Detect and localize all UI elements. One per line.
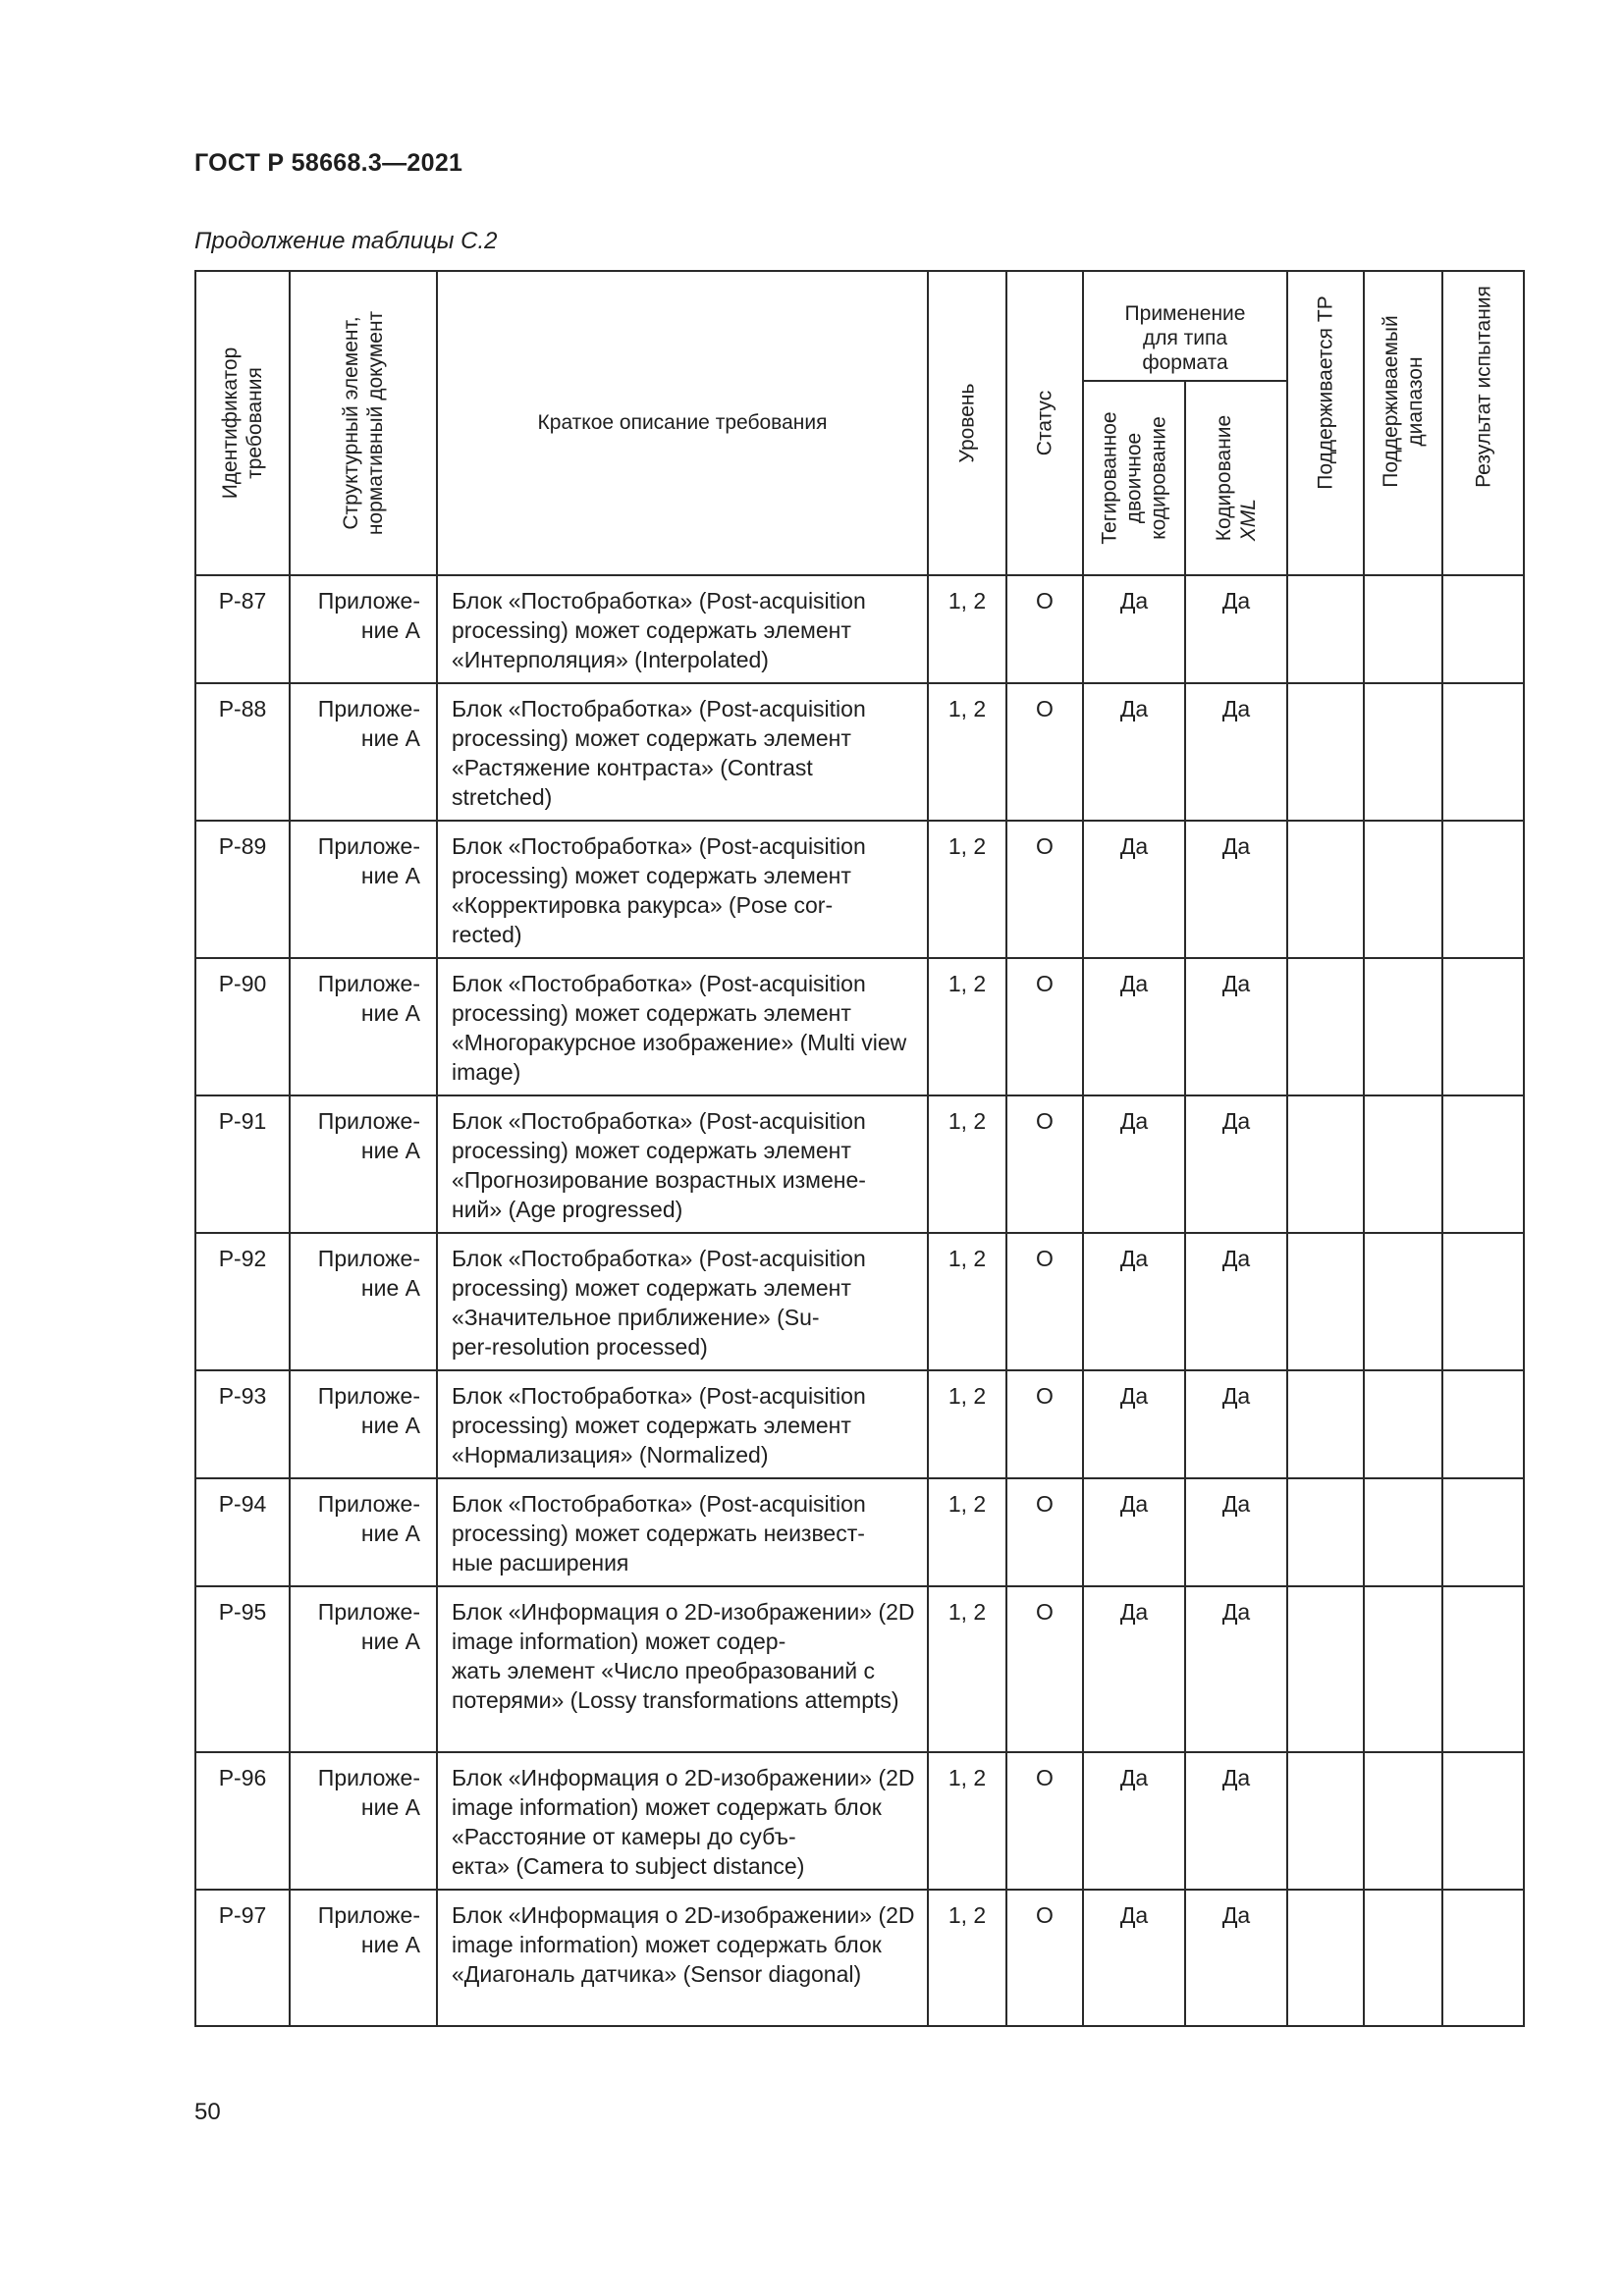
cell-level: 1, 2 (928, 1370, 1006, 1478)
header-xml (1185, 381, 1287, 575)
cell-range (1364, 683, 1442, 821)
header-id (195, 271, 290, 575)
cell-level: 1, 2 (928, 1586, 1006, 1752)
table-row (195, 958, 1524, 1095)
cell-id: P-93 (195, 1370, 290, 1478)
cell-id: P-91 (195, 1095, 290, 1233)
cell-xml: Да (1185, 1478, 1287, 1586)
header-application (1083, 271, 1287, 381)
cell-id: P-88 (195, 683, 290, 821)
cell-range (1364, 575, 1442, 683)
cell-supported (1287, 1586, 1364, 1752)
cell-level: 1, 2 (928, 1233, 1006, 1370)
cell-element: Приложе- ние А (290, 1890, 437, 2026)
cell-description: Блок «Постобработка» (Post-acquisition processing) может содержать элемент «Интерполяция» (Interpolated) (437, 575, 928, 683)
cell-range (1364, 1752, 1442, 1890)
cell-description: Блок «Постобработка» (Post-acquisition processing) может содержать элемент «Многоракурсное изображение» (Multi view image) (437, 958, 928, 1095)
header-supported (1287, 271, 1364, 575)
cell-range (1364, 1478, 1442, 1586)
cell-result (1442, 1095, 1524, 1233)
cell-supported (1287, 1233, 1364, 1370)
cell-result (1442, 1586, 1524, 1752)
cell-status: O (1006, 1370, 1083, 1478)
cell-xml: Да (1185, 1752, 1287, 1890)
header-binary-label: Тегированное двоичное кодирование (1098, 411, 1170, 545)
header-level-label: Уровень (955, 383, 979, 463)
table-body (195, 575, 1524, 2026)
header-description (437, 271, 928, 575)
cell-result (1442, 821, 1524, 958)
header-xml-label (1212, 415, 1261, 541)
table-row (195, 683, 1524, 821)
cell-level: 1, 2 (928, 1095, 1006, 1233)
cell-xml: Да (1185, 683, 1287, 821)
cell-status: O (1006, 821, 1083, 958)
cell-range (1364, 1586, 1442, 1752)
cell-status: O (1006, 1478, 1083, 1586)
cell-range (1364, 1890, 1442, 2026)
page-number: 50 (194, 2099, 221, 2125)
header-range (1364, 271, 1442, 575)
cell-result (1442, 575, 1524, 683)
cell-status: O (1006, 1095, 1083, 1233)
cell-xml: Да (1185, 1890, 1287, 2026)
cell-xml: Да (1185, 575, 1287, 683)
header-xml-prefix: Кодирование (1213, 414, 1235, 542)
cell-binary: Да (1083, 1233, 1185, 1370)
cell-range (1364, 1233, 1442, 1370)
cell-binary: Да (1083, 958, 1185, 1095)
cell-element: Приложе- ние А (290, 1370, 437, 1478)
cell-status: O (1006, 1890, 1083, 2026)
table-caption: Продолжение таблицы С.2 (194, 228, 498, 254)
cell-xml: Да (1185, 1095, 1287, 1233)
table-row (195, 821, 1524, 958)
cell-binary: Да (1083, 1095, 1185, 1233)
cell-element: Приложе- ние А (290, 1586, 437, 1752)
cell-supported (1287, 821, 1364, 958)
cell-description: Блок «Постобработка» (Post-acquisition processing) может содержать элемент «Корректировка ракурса» (Pose cor- rected) (437, 821, 928, 958)
cell-supported (1287, 1478, 1364, 1586)
table-row (195, 1095, 1524, 1233)
cell-supported (1287, 1095, 1364, 1233)
cell-result (1442, 1478, 1524, 1586)
cell-supported (1287, 575, 1364, 683)
cell-result (1442, 958, 1524, 1095)
document-code: ГОСТ Р 58668.3—2021 (194, 149, 463, 177)
cell-level: 1, 2 (928, 1752, 1006, 1890)
cell-element: Приложе- ние А (290, 821, 437, 958)
cell-binary: Да (1083, 1370, 1185, 1478)
header-id-label: Идентификатор требования (219, 347, 266, 500)
cell-description: Блок «Постобработка» (Post-acquisition processing) может содержать элемент «Растяжение контраста» (Contrast stretched) (437, 683, 928, 821)
cell-result (1442, 1890, 1524, 2026)
cell-id: P-95 (195, 1586, 290, 1752)
cell-result (1442, 683, 1524, 821)
cell-supported (1287, 683, 1364, 821)
cell-description: Блок «Информация о 2D-изображении» (2D image information) может содержать блок «Расстояние от камеры до субъ- екта» (Camera to subject distance) (437, 1752, 928, 1890)
header-result (1442, 271, 1524, 575)
cell-level: 1, 2 (928, 958, 1006, 1095)
cell-result (1442, 1233, 1524, 1370)
cell-xml: Да (1185, 1370, 1287, 1478)
cell-xml: Да (1185, 821, 1287, 958)
requirements-table (194, 270, 1525, 2027)
cell-range (1364, 1370, 1442, 1478)
cell-element: Приложе- ние А (290, 575, 437, 683)
cell-element: Приложе- ние А (290, 1233, 437, 1370)
cell-id: P-94 (195, 1478, 290, 1586)
header-xml-suffix: XML (1237, 499, 1260, 542)
cell-status: O (1006, 1586, 1083, 1752)
cell-status: O (1006, 575, 1083, 683)
cell-description: Блок «Постобработка» (Post-acquisition processing) может содержать элемент «Прогнозирование возрастных измене- ний» (Age progressed) (437, 1095, 928, 1233)
cell-xml: Да (1185, 958, 1287, 1095)
cell-xml: Да (1185, 1586, 1287, 1752)
cell-xml: Да (1185, 1233, 1287, 1370)
cell-range (1364, 821, 1442, 958)
cell-result (1442, 1752, 1524, 1890)
cell-level: 1, 2 (928, 683, 1006, 821)
cell-range (1364, 958, 1442, 1095)
cell-status: O (1006, 683, 1083, 821)
cell-description: Блок «Постобработка» (Post-acquisition processing) может содержать элемент «Значительное приближение» (Su- per-resolution processed) (437, 1233, 928, 1370)
cell-level: 1, 2 (928, 1890, 1006, 2026)
header-element (290, 271, 437, 575)
cell-binary: Да (1083, 1478, 1185, 1586)
cell-level: 1, 2 (928, 575, 1006, 683)
cell-result (1442, 1370, 1524, 1478)
cell-element: Приложе- ние А (290, 683, 437, 821)
cell-binary: Да (1083, 575, 1185, 683)
cell-status: O (1006, 1752, 1083, 1890)
cell-description: Блок «Постобработка» (Post-acquisition processing) может содержать элемент «Нормализация» (Normalized) (437, 1370, 928, 1478)
cell-supported (1287, 958, 1364, 1095)
cell-supported (1287, 1370, 1364, 1478)
table-row (195, 1890, 1524, 2026)
header-level (928, 271, 1006, 575)
header-application-label: Применение для типа формата (1124, 302, 1246, 374)
header-description-label: Краткое описание требования (537, 411, 828, 434)
cell-id: P-96 (195, 1752, 290, 1890)
cell-level: 1, 2 (928, 1478, 1006, 1586)
cell-description: Блок «Информация о 2D-изображении» (2D image information) может содержать блок «Диагональ датчика» (Sensor diagonal) (437, 1890, 928, 2026)
table-row (195, 1752, 1524, 1890)
header-element-label: Структурный элемент, нормативный документ (340, 310, 387, 536)
header-status-label: Статус (1033, 390, 1056, 456)
cell-binary: Да (1083, 1890, 1185, 2026)
header-status (1006, 271, 1083, 575)
cell-status: O (1006, 1233, 1083, 1370)
header-supported-label: Поддерживается ТР (1314, 295, 1337, 490)
cell-id: P-89 (195, 821, 290, 958)
cell-element: Приложе- ние А (290, 958, 437, 1095)
cell-supported (1287, 1752, 1364, 1890)
table-row (195, 1233, 1524, 1370)
cell-element: Приложе- ние А (290, 1095, 437, 1233)
header-result-label: Результат испытания (1472, 286, 1494, 488)
header-range-label: Поддерживаемый диапазон (1380, 315, 1427, 489)
cell-range (1364, 1095, 1442, 1233)
cell-element: Приложе- ние А (290, 1478, 437, 1586)
cell-description: Блок «Постобработка» (Post-acquisition processing) может содержать неизвест- ные расширения (437, 1478, 928, 1586)
cell-binary: Да (1083, 683, 1185, 821)
table-row (195, 1586, 1524, 1752)
header-binary (1083, 381, 1185, 575)
cell-id: P-87 (195, 575, 290, 683)
cell-description: Блок «Информация о 2D-изображении» (2D image information) может содер- жать элемент «Число преобразований с потерями» (Lossy transformations attempts) (437, 1586, 928, 1752)
cell-id: P-97 (195, 1890, 290, 2026)
cell-binary: Да (1083, 1586, 1185, 1752)
cell-id: P-90 (195, 958, 290, 1095)
cell-id: P-92 (195, 1233, 290, 1370)
cell-level: 1, 2 (928, 821, 1006, 958)
cell-supported (1287, 1890, 1364, 2026)
table-row (195, 575, 1524, 683)
cell-element: Приложе- ние А (290, 1752, 437, 1890)
table-row (195, 1370, 1524, 1478)
cell-binary: Да (1083, 1752, 1185, 1890)
cell-binary: Да (1083, 821, 1185, 958)
table-row (195, 1478, 1524, 1586)
cell-status: O (1006, 958, 1083, 1095)
